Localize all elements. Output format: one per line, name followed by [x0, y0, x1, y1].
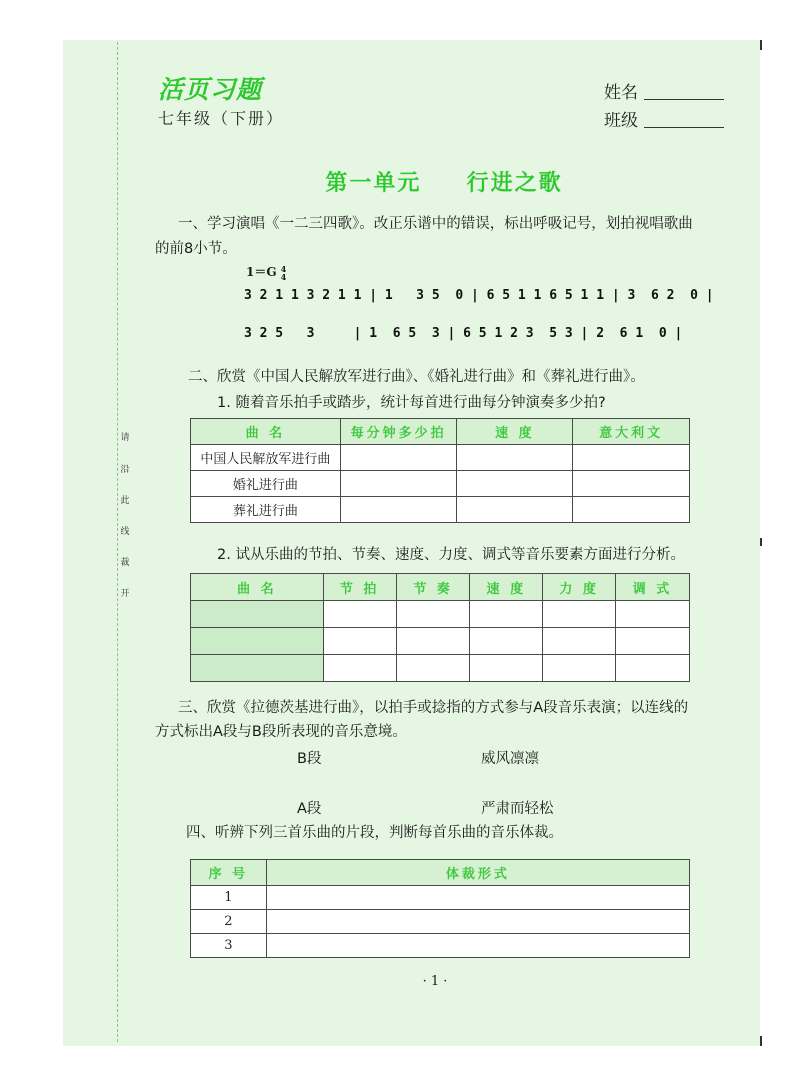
- brand-logo: 活页习题: [158, 75, 263, 104]
- page-number: · 1 ·: [422, 974, 448, 989]
- cut-word: 沿: [120, 465, 130, 475]
- answer-cell[interactable]: [573, 445, 690, 471]
- cut-word: 裁: [120, 558, 130, 568]
- q3-line2: 方式标出A段与B段所表现的音乐意境。: [155, 724, 407, 740]
- class-field[interactable]: [604, 106, 638, 131]
- unit-name: 行进之歌: [466, 171, 563, 196]
- q2-sub1: 1. 随着音乐拍手或踏步，统计每首进行曲每分钟演奏多少拍?: [217, 395, 606, 411]
- answer-cell[interactable]: [396, 655, 470, 682]
- grade-label: 七年级（下册）: [158, 109, 285, 128]
- answer-cell[interactable]: [616, 628, 690, 655]
- answer-cell[interactable]: [616, 601, 690, 628]
- answer-cell[interactable]: [543, 601, 616, 628]
- row-label: 婚礼进行曲: [191, 471, 341, 497]
- class-label: 班级: [604, 111, 638, 131]
- col-header: 序 号: [191, 860, 267, 886]
- answer-cell[interactable]: [191, 628, 324, 655]
- edge-mark: [760, 40, 762, 50]
- answer-cell[interactable]: [573, 497, 690, 523]
- answer-cell[interactable]: [470, 628, 543, 655]
- answer-cell[interactable]: [543, 628, 616, 655]
- answer-cell[interactable]: [457, 497, 573, 523]
- col-header: 速 度: [457, 419, 573, 445]
- col-header: 曲 名: [191, 574, 324, 601]
- q2-sub2: 2. 试从乐曲的节拍、节奏、速度、力度、调式等音乐要素方面进行分析。: [217, 547, 685, 563]
- time-signature: 4 4: [280, 263, 287, 282]
- cut-word: 线: [120, 527, 130, 537]
- edge-mark: [760, 538, 762, 546]
- col-header: 每分钟多少拍: [340, 419, 457, 445]
- answer-cell[interactable]: [396, 628, 470, 655]
- row-number: 3: [191, 934, 267, 958]
- class-blank[interactable]: [644, 127, 724, 128]
- answer-cell[interactable]: [396, 601, 470, 628]
- cut-word: 开: [120, 589, 130, 599]
- col-header: 节 拍: [323, 574, 396, 601]
- answer-cell[interactable]: [323, 601, 396, 628]
- unit-title: [0, 166, 800, 197]
- name-label: 姓名: [604, 83, 638, 103]
- name-blank[interactable]: [644, 99, 724, 100]
- key-signature: 1＝G 4 4: [246, 263, 287, 282]
- q1-line1: 一、学习演唱《一二三四歌》。改正乐谱中的错误，标出呼吸记号，划拍视唱歌曲: [178, 216, 693, 232]
- match-right-2[interactable]: 严肃而轻松: [481, 801, 554, 817]
- edge-mark: [760, 1036, 762, 1046]
- match-left-b[interactable]: B段: [297, 751, 322, 767]
- col-header: 体裁形式: [266, 860, 689, 886]
- q4-heading: 四、听辨下列三首乐曲的片段，判断每首乐曲的音乐体裁。: [186, 825, 563, 841]
- score-line-2: 3 2 5 3 | 1 6 5 3 | 6 5 1 2 3 5 3 | 2 6 1 0 |: [244, 326, 683, 341]
- answer-cell[interactable]: [323, 628, 396, 655]
- name-field[interactable]: [604, 78, 638, 103]
- row-number: 2: [191, 910, 267, 934]
- answer-cell[interactable]: [457, 445, 573, 471]
- col-header: 节 奏: [396, 574, 470, 601]
- answer-cell[interactable]: [191, 601, 324, 628]
- tempo-table: [190, 418, 690, 523]
- cut-word: 请: [120, 433, 130, 443]
- answer-cell[interactable]: [323, 655, 396, 682]
- answer-cell[interactable]: [266, 934, 689, 958]
- answer-cell[interactable]: [573, 471, 690, 497]
- col-header: 曲 名: [191, 419, 341, 445]
- col-header: 调 式: [616, 574, 690, 601]
- q1-line2: 的前8小节。: [155, 241, 237, 257]
- answer-cell[interactable]: [266, 886, 689, 910]
- answer-cell[interactable]: [543, 655, 616, 682]
- row-label: 中国人民解放军进行曲: [191, 445, 341, 471]
- unit-number: 第一单元: [325, 171, 422, 196]
- cut-word: 此: [120, 496, 130, 506]
- row-number: 1: [191, 886, 267, 910]
- col-header: 力 度: [543, 574, 616, 601]
- answer-cell[interactable]: [616, 655, 690, 682]
- answer-cell[interactable]: [340, 471, 457, 497]
- answer-cell[interactable]: [340, 497, 457, 523]
- answer-cell[interactable]: [191, 655, 324, 682]
- answer-cell[interactable]: [457, 471, 573, 497]
- answer-cell[interactable]: [470, 655, 543, 682]
- q2-heading: 二、欣赏《中国人民解放军进行曲》、《婚礼进行曲》和《葬礼进行曲》。: [188, 369, 645, 385]
- answer-cell[interactable]: [266, 910, 689, 934]
- analysis-table: [190, 573, 690, 682]
- score-line-1: 3 2 1 1 3 2 1 1 | 1 3 5 0 | 6 5 1 1 6 5 1 1 | 3 6 2 0 |: [244, 288, 714, 303]
- answer-cell[interactable]: [470, 601, 543, 628]
- match-right-1[interactable]: 威风凛凛: [481, 751, 539, 767]
- answer-cell[interactable]: [340, 445, 457, 471]
- genre-table: [190, 859, 690, 958]
- col-header: 意大利文: [573, 419, 690, 445]
- col-header: 速 度: [470, 574, 543, 601]
- match-left-a[interactable]: A段: [297, 801, 322, 817]
- row-label: 葬礼进行曲: [191, 497, 341, 523]
- q3-line1: 三、欣赏《拉德茨基进行曲》，以拍手或捻指的方式参与A段音乐表演；以连线的: [178, 700, 689, 716]
